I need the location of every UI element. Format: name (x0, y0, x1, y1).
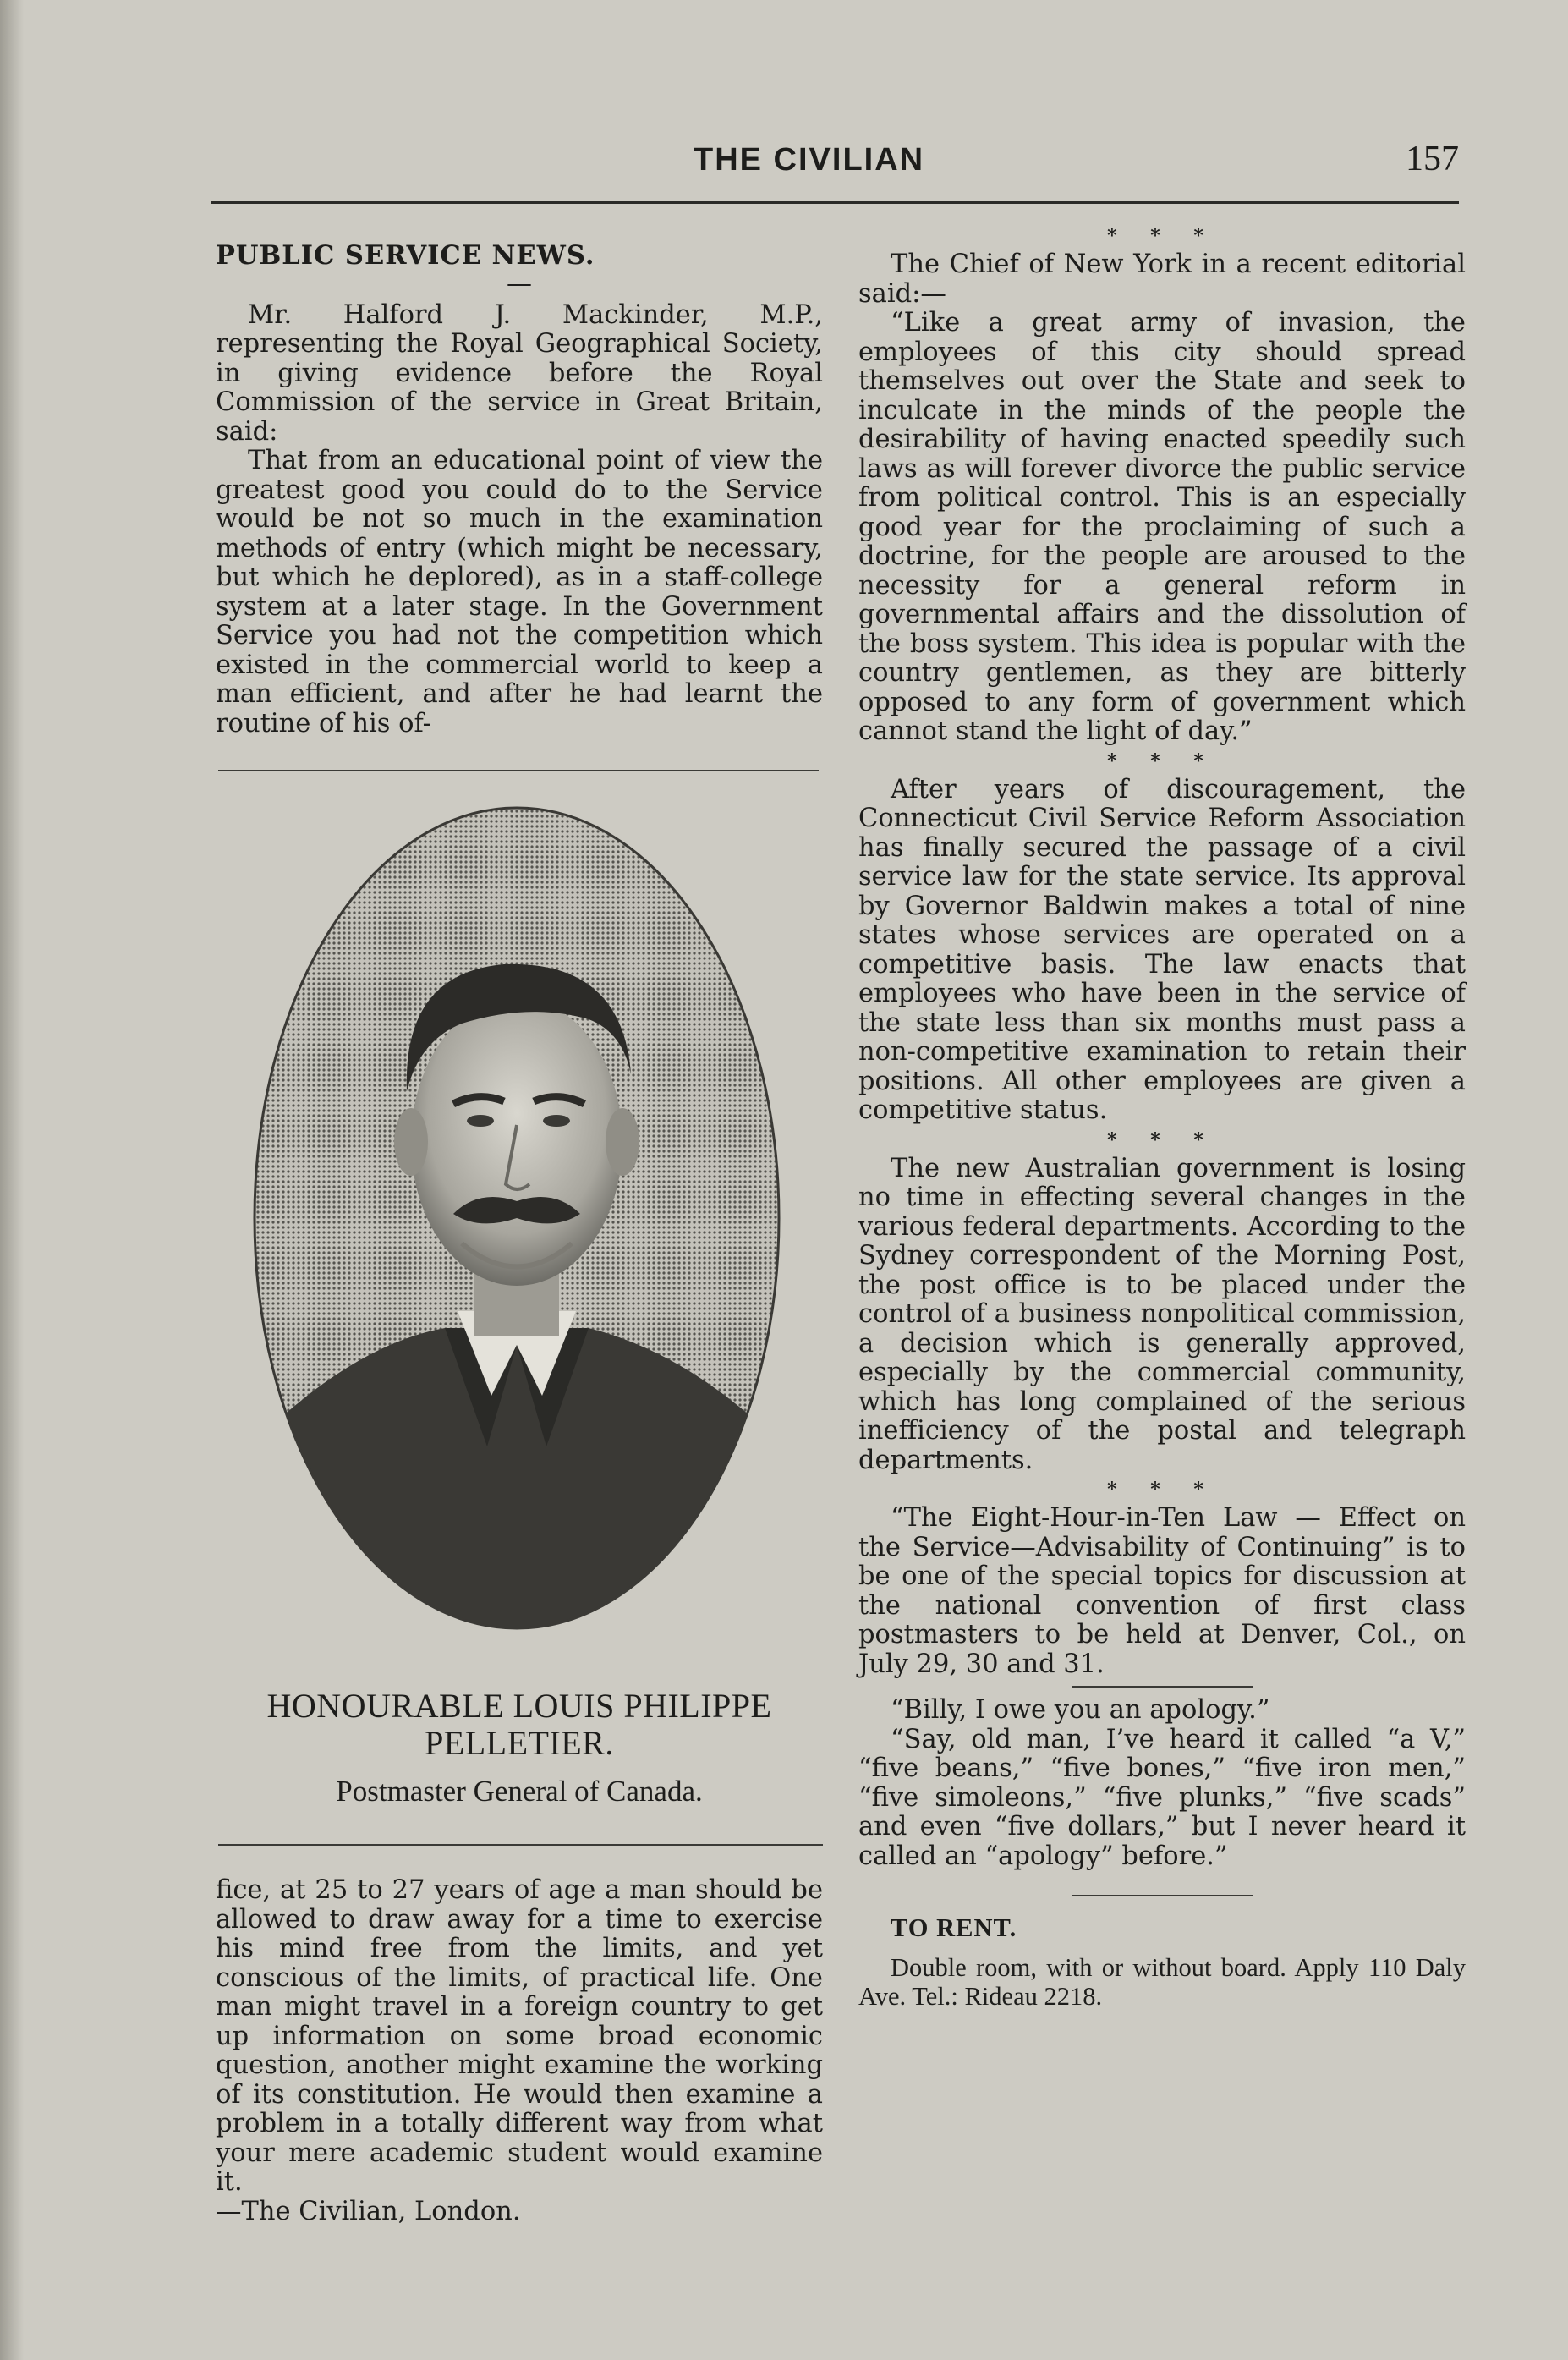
right-column (858, 222, 1466, 2011)
column-divider (218, 1844, 823, 1846)
short-divider (1072, 1895, 1253, 1896)
separator-stars: * * * (1107, 749, 1217, 772)
separator-stars: * * * (1107, 1128, 1217, 1151)
news-item: The new Australian government is losing no time in effecting several changes in the various federal departments. According to the Sydney correspondent of the Morning Post, the post office is to be placed under the control of a business nonpolitical commission, a decision which is generally approved, especially by the commercial community, which has long complained of the serious inefficiency of the postal and telegraph departments. (858, 1153, 1466, 1475)
column-divider (218, 770, 819, 771)
page-header (211, 135, 1459, 195)
portrait-image (250, 804, 783, 1633)
page-binding-shadow (0, 0, 24, 2360)
article-paragraph: Mr. Halford J. Mackinder, M.P., representing the Royal Geographical Society, in giving evidence before the Royal Commission of the service in Great Britain, said: (216, 299, 823, 447)
portrait-name-line1: HONOURABLE LOUIS PHILIPPE (266, 1687, 772, 1725)
portrait-caption-name (216, 1688, 823, 1762)
portrait-caption-role: Postmaster General of Canada. (336, 1775, 703, 1808)
header-rule (211, 201, 1459, 204)
news-item-quote: “Like a great army of invasion, the employees of this city should spread themselves out over the State and seek to inculcate in the minds of the people the desirability of having enacted speedily such laws as will forever divorce the public service from political control. This is an especially good year for the proclaiming of such a doctrine, for the people are aroused to the necessity for a general reform in governmental affairs and the dissolution of the boss system. This idea is popular with the country gentlemen, as they are bitterly opposed to any form of government which cannot stand the light of day.” (858, 308, 1466, 746)
article-paragraph-continued: fice, at 25 to 27 years of age a man should be allowed to draw away for a time to exercise his mind free from the limits, and yet conscious of the limits, of practical life. One man might travel in a foreign country to get up information on some broad economic question, another might examine the working of its constitution. He would then examine a problem in a totally different way from what your mere academic student would examine it. (216, 1875, 823, 2197)
article-paragraph: That from an educational point of view the greatest good you could do to the Service would be not so much in the examination methods of entry (which might be necessary, but which he deplored), as in a staff-college system at a later stage. In the Government Service you had not the competition which existed in the commercial world to keep a man efficient, and after he had learnt the routine of his of- (216, 446, 823, 738)
to-rent-title: TO RENT. (891, 1913, 1017, 1942)
separator-stars: * * * (1107, 1479, 1217, 1501)
short-divider (1072, 1686, 1253, 1688)
article-source: —The Civilian, London. (216, 2196, 521, 2226)
news-item-intro: The Chief of New York in a recent editorial said:— (858, 250, 1466, 309)
publication-title: THE CIVILIAN (694, 142, 925, 178)
portrait-name-line2: PELLETIER. (425, 1724, 614, 1762)
page-number: 157 (1406, 140, 1459, 178)
news-item: After years of discouragement, the Connecticut Civil Service Reform Association has finally secured the passage of a civil service law for the state service. Its approval by Governor Baldwin makes a total of nine states whose services are operated on a competitive basis. The law enacts that employees who have been in the service of the state less than six months must pass a non-competitive examination to retain their positions. All other employees are given a competitive status. (858, 774, 1466, 1125)
portrait-photo (250, 804, 783, 1633)
news-item: “The Eight-Hour-in-Ten Law — Effect on the Service—Advisability of Continuing” is to be one of the special topics for discussion at the national convention of first class postmasters to be held at Denver, Col., on July 29, 30 and 31. (858, 1503, 1466, 1679)
separator-stars: * * * (1107, 225, 1217, 247)
joke-line: “Billy, I owe you an apology.” (891, 1695, 1270, 1725)
section-dash: — (507, 268, 532, 299)
left-column-bottom (216, 1876, 823, 2226)
section-title: PUBLIC SERVICE NEWS. (216, 240, 595, 271)
to-rent-body: Double room, with or without board. Apply 110 Daly Ave. Tel.: Rideau 2218. (858, 1952, 1466, 2011)
left-column-top (216, 241, 823, 738)
joke-line: “Say, old man, I’ve heard it called “a V,” “five beans,” “five bones,” “five iron men,” “five simoleons,” “five plunks,” “five scads” and even “five dollars,” but I never heard it called an “apology” before.” (858, 1724, 1466, 1871)
